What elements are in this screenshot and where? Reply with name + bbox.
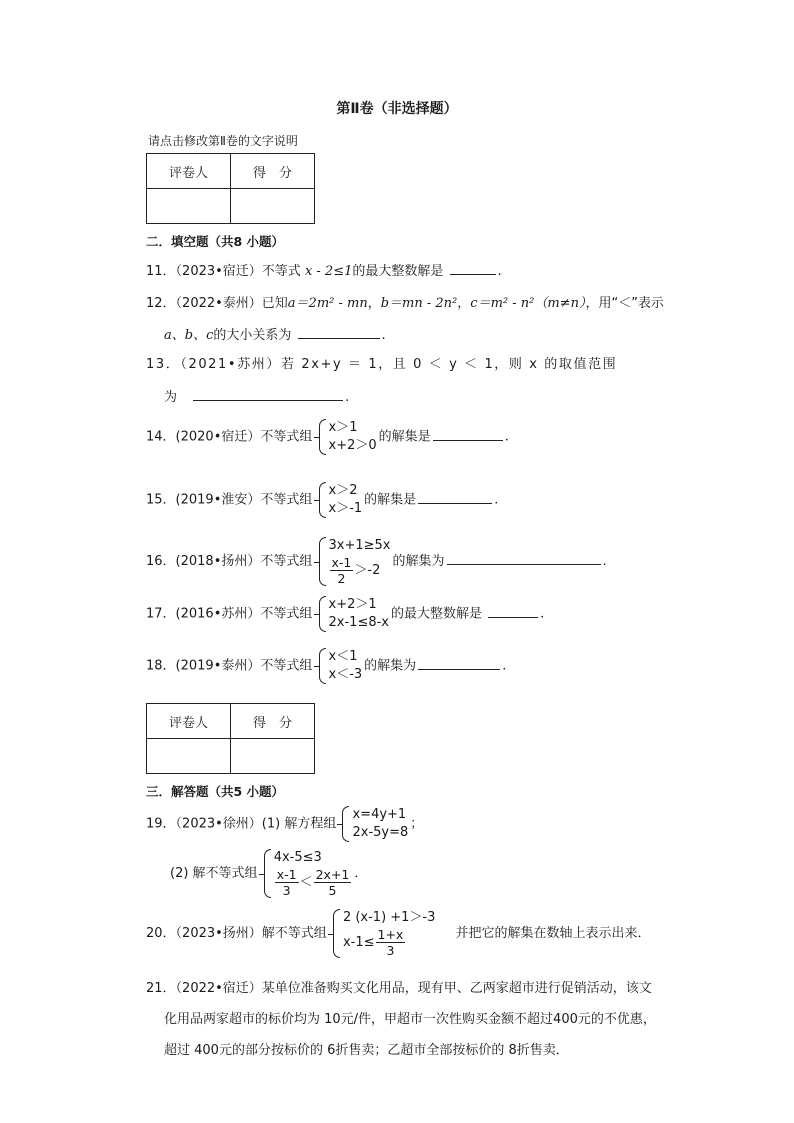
system-row-2 — [329, 555, 391, 586]
equation-system — [342, 806, 408, 842]
brace-icon — [264, 849, 271, 898]
grader-table-1 — [146, 153, 315, 224]
answer-blank[interactable] — [418, 490, 492, 504]
section-title: 第Ⅱ卷（非选择题） — [336, 101, 458, 117]
inequality-system — [264, 849, 353, 898]
less-than-sign: ＜ — [299, 875, 313, 890]
system-row-2: 2x-1≤8-x — [328, 615, 389, 630]
q20-source: 20．（2023•扬州）解不等式组 — [146, 926, 327, 941]
system-row-2-pre: x-1≤ — [342, 935, 375, 950]
q15-tail: 的解集是 — [364, 492, 417, 508]
answer-blank[interactable] — [418, 656, 500, 670]
brace-icon — [319, 537, 326, 586]
q12-a: a＝2m² - mn — [287, 296, 368, 311]
question-21-line3: 超过 400元的部分按标价的 6折售卖；乙超市全部按标价的 8折售卖． — [164, 1043, 569, 1058]
q16-tail: 的解集为 — [392, 554, 445, 569]
question-18: 18．(2019•泰州）不等式组 x＜1 x＜-3 的解集为 . — [146, 649, 507, 682]
question-19-part1 — [146, 806, 423, 842]
q12-tail: ，用“＜”表示 — [585, 296, 664, 311]
brace-icon — [319, 419, 326, 455]
q11-tail: 的最大整数解是 — [352, 264, 444, 279]
section-note: 请点击修改第Ⅱ卷的文字说明 — [148, 134, 298, 148]
q14-source: 14．(2020•宿迁）不等式组 — [146, 429, 313, 445]
system-row-2-rest: ＞-2 — [354, 563, 381, 578]
question-12-line1: 12．（2022•泰州）已知a＝2m² - mn，b＝mn - 2n²，c＝m² - n²（m≠n），用“＜”表示 — [146, 296, 664, 311]
q19-source: 19．（2023•徐州）(1) 解方程组 — [146, 816, 337, 832]
score-label: 得 分 — [231, 704, 315, 739]
answer-blank[interactable] — [298, 325, 380, 339]
part3-heading: 三．解答题（共5 小题） — [146, 784, 285, 799]
q11-source: 11．（2023•宿迁）不等式 — [146, 264, 301, 279]
score-cell[interactable] — [231, 739, 315, 774]
answer-blank[interactable] — [433, 427, 503, 441]
score-label: 得 分 — [231, 154, 315, 189]
grader-cell[interactable] — [147, 189, 231, 224]
answer-blank[interactable] — [447, 551, 601, 565]
q12-b: b＝mn - 2n² — [380, 296, 458, 311]
system-row-1: 2 (x-1) +1＞-3 — [342, 910, 436, 925]
question-16: 16．(2018•扬州）不等式组 3x+1≥5x $\frac{x-1}{2}$ ＞-2 的解集为 . — [146, 538, 607, 586]
system-row-1: x＜1 — [328, 649, 358, 664]
system-row-1: 4x-5≤3 — [273, 850, 322, 865]
grader-label: 评卷人 — [147, 704, 231, 739]
q14-tail: 的解集是 — [378, 429, 431, 445]
q16-source: 16．(2018•扬州）不等式组 — [146, 554, 313, 569]
fraction — [314, 867, 352, 898]
q18-source: 18．(2019•泰州）不等式组 — [146, 658, 313, 674]
q17-source: 17．(2016•苏州）不等式组 — [146, 606, 313, 622]
q11-expression: x - 2≤1 — [304, 264, 353, 279]
system-row-1: x＞1 — [328, 420, 358, 435]
fraction-denominator: 2 — [337, 571, 346, 586]
question-13-line2: 为 . — [164, 387, 349, 408]
system-row-1: x=4y+1 — [352, 807, 407, 822]
brace-icon — [342, 806, 349, 842]
fraction-numerator: x-1 — [331, 555, 352, 570]
q12-vars: a、b、c — [164, 328, 214, 343]
question-19-part2 — [170, 849, 367, 898]
fraction-denominator: 3 — [386, 943, 395, 958]
answer-blank[interactable] — [450, 261, 496, 275]
q15-source: 15．(2019•淮安）不等式组 — [146, 492, 313, 508]
question-20 — [146, 909, 651, 958]
system-row-2 — [274, 867, 353, 898]
q19-part2-label: (2) 解不等式组 — [170, 866, 258, 881]
q12-source: 12．（2022•泰州）已知 — [146, 296, 288, 311]
q19-semicolon: ； — [410, 816, 424, 832]
system-row-2: x＞-1 — [328, 501, 363, 516]
answer-blank[interactable] — [488, 604, 538, 618]
inequality-system — [319, 419, 377, 455]
system-row-2 — [343, 927, 435, 958]
grader-label: 评卷人 — [147, 154, 231, 189]
fraction — [330, 555, 354, 586]
fraction — [376, 927, 406, 958]
system-row-2: x+2＞0 — [328, 438, 377, 453]
part2-heading: 二．填空题（共8 小题） — [146, 234, 285, 249]
score-cell[interactable] — [231, 189, 315, 224]
system-row-2: x＜-3 — [328, 667, 363, 682]
question-21-line1: 21．（2022•宿迁）某单位准备购买文化用品，现有甲、乙两家超市进行促销活动，该文 — [146, 981, 652, 996]
question-15: 15．(2019•淮安）不等式组 x＞2 x＞-1 的解集是 . — [146, 483, 499, 516]
brace-icon — [319, 596, 326, 632]
grader-table-2 — [146, 703, 315, 774]
brace-icon — [333, 909, 340, 958]
fraction-denominator: 3 — [282, 883, 291, 898]
brace-icon — [319, 648, 326, 684]
inequality-system — [319, 648, 363, 684]
question-17: 17．(2016•苏州）不等式组 x+2＞1 2x-1≤8-x 的最大整数解是 . — [146, 597, 545, 630]
system-row-1: x＞2 — [328, 483, 358, 498]
fraction-numerator: 1+x — [377, 927, 404, 942]
answer-blank[interactable] — [193, 387, 343, 401]
q17-tail: 的最大整数解是 — [391, 606, 483, 622]
q13-line2: 为 — [164, 390, 178, 405]
fraction-numerator: x-1 — [276, 867, 297, 882]
q19-period: ． — [354, 866, 368, 881]
fraction-numerator: 2x+1 — [315, 867, 350, 882]
q12-c: c＝m² - n²（m≠n） — [470, 296, 586, 311]
question-12-line2: a、b、c的大小关系为 . — [164, 325, 386, 346]
inequality-system — [319, 482, 363, 518]
q20-tail: 并把它的解集在数轴上表示出来． — [455, 926, 651, 941]
fraction — [275, 867, 299, 898]
question-13-line1: 13．（2021•苏州）若 2x+y ＝ 1，且 0 ＜ y ＜ 1，则 x 的取值范围 — [146, 357, 618, 372]
fraction-denominator: 5 — [328, 883, 337, 898]
inequality-system — [319, 596, 389, 632]
system-row-1: 3x+1≥5x — [328, 538, 391, 553]
question-21-line2: 化用品两家超市的标价均为 10元/件，甲超市一次性购买金额不超过400元的不优惠， — [164, 1012, 656, 1027]
inequality-system — [333, 909, 435, 958]
question-11: 11．（2023•宿迁）不等式 x - 2≤1的最大整数解是 . — [146, 261, 502, 282]
grader-cell[interactable] — [147, 739, 231, 774]
system-row-2: 2x-5y=8 — [352, 825, 409, 840]
inequality-system — [319, 537, 391, 586]
question-14: 14．(2020•宿迁）不等式组 x＞1 x+2＞0 的解集是 . — [146, 420, 509, 453]
system-row-1: x+2＞1 — [328, 597, 377, 612]
q18-tail: 的解集为 — [364, 658, 417, 674]
q12-line2-tail: 的大小关系为 — [213, 328, 292, 343]
brace-icon — [319, 482, 326, 518]
